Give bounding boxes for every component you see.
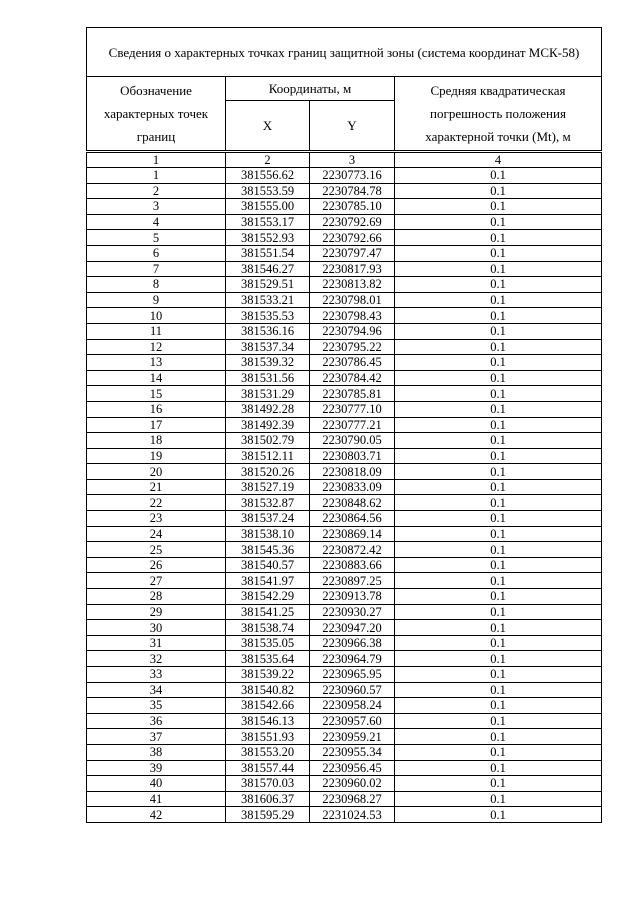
table-row [87, 744, 602, 760]
point-number: 5 [87, 230, 226, 246]
mean-square-error: 0.1 [395, 526, 602, 542]
point-number: 30 [87, 620, 226, 636]
point-number: 7 [87, 261, 226, 277]
column-number: 1 [87, 152, 226, 168]
point-number: 2 [87, 183, 226, 199]
table-row [87, 183, 602, 199]
point-number: 12 [87, 339, 226, 355]
table-row [87, 401, 602, 417]
point-number: 10 [87, 308, 226, 324]
point-number: 4 [87, 214, 226, 230]
coordinate-y: 2230955.34 [310, 744, 395, 760]
table-row [87, 355, 602, 371]
coordinate-x: 381551.93 [226, 729, 310, 745]
point-number: 3 [87, 199, 226, 215]
point-number: 20 [87, 464, 226, 480]
coordinate-y: 2231024.53 [310, 807, 395, 823]
mean-square-error: 0.1 [395, 355, 602, 371]
column-number: 3 [310, 152, 395, 168]
coordinate-y: 2230957.60 [310, 713, 395, 729]
table-row [87, 667, 602, 683]
table-row [87, 604, 602, 620]
coordinate-x: 381537.34 [226, 339, 310, 355]
coordinate-x: 381557.44 [226, 760, 310, 776]
coordinate-x: 381553.59 [226, 183, 310, 199]
table-row [87, 386, 602, 402]
coordinate-x: 381492.39 [226, 417, 310, 433]
table-row [87, 479, 602, 495]
coordinate-y: 2230966.38 [310, 635, 395, 651]
mean-square-error: 0.1 [395, 277, 602, 293]
coordinate-x: 381539.32 [226, 355, 310, 371]
coordinate-y: 2230958.24 [310, 698, 395, 714]
coordinate-x: 381531.29 [226, 386, 310, 402]
coordinate-x: 381546.27 [226, 261, 310, 277]
coordinate-y: 2230790.05 [310, 433, 395, 449]
coordinate-y: 2230792.69 [310, 214, 395, 230]
mean-square-error: 0.1 [395, 433, 602, 449]
mean-square-error: 0.1 [395, 199, 602, 215]
point-number: 29 [87, 604, 226, 620]
mean-square-error: 0.1 [395, 573, 602, 589]
mean-square-error: 0.1 [395, 729, 602, 745]
coordinate-x: 381533.21 [226, 292, 310, 308]
point-number: 19 [87, 448, 226, 464]
coordinate-y: 2230803.71 [310, 448, 395, 464]
table-row [87, 698, 602, 714]
table-row [87, 620, 602, 636]
mean-square-error: 0.1 [395, 542, 602, 558]
coordinate-y: 2230960.02 [310, 776, 395, 792]
coordinate-y: 2230864.56 [310, 511, 395, 527]
coordinate-y: 2230786.45 [310, 355, 395, 371]
table-row [87, 589, 602, 605]
coordinate-x: 381595.29 [226, 807, 310, 823]
mean-square-error: 0.1 [395, 339, 602, 355]
point-number: 40 [87, 776, 226, 792]
mean-square-error: 0.1 [395, 557, 602, 573]
point-number: 27 [87, 573, 226, 589]
coordinate-x: 381540.82 [226, 682, 310, 698]
mean-square-error: 0.1 [395, 791, 602, 807]
table-row [87, 448, 602, 464]
mean-square-error: 0.1 [395, 464, 602, 480]
point-number: 21 [87, 479, 226, 495]
coordinate-y: 2230964.79 [310, 651, 395, 667]
table-row [87, 261, 602, 277]
point-number: 26 [87, 557, 226, 573]
coordinate-y: 2230784.42 [310, 370, 395, 386]
point-number: 25 [87, 542, 226, 558]
table-row [87, 557, 602, 573]
mean-square-error: 0.1 [395, 776, 602, 792]
point-number: 13 [87, 355, 226, 371]
mean-square-error: 0.1 [395, 168, 602, 184]
coordinate-x: 381529.51 [226, 277, 310, 293]
header-x: X [226, 101, 310, 152]
table-row [87, 277, 602, 293]
coordinate-x: 381546.13 [226, 713, 310, 729]
point-number: 35 [87, 698, 226, 714]
coordinate-y: 2230965.95 [310, 667, 395, 683]
point-number: 18 [87, 433, 226, 449]
table-row [87, 573, 602, 589]
coordinate-y: 2230798.01 [310, 292, 395, 308]
mean-square-error: 0.1 [395, 744, 602, 760]
point-number: 9 [87, 292, 226, 308]
coordinate-y: 2230959.21 [310, 729, 395, 745]
point-number: 28 [87, 589, 226, 605]
mean-square-error: 0.1 [395, 230, 602, 246]
coordinate-y: 2230784.78 [310, 183, 395, 199]
coordinate-x: 381556.62 [226, 168, 310, 184]
mean-square-error: 0.1 [395, 698, 602, 714]
coordinate-y: 2230883.66 [310, 557, 395, 573]
table-row [87, 760, 602, 776]
coordinate-x: 381555.00 [226, 199, 310, 215]
mean-square-error: 0.1 [395, 651, 602, 667]
mean-square-error: 0.1 [395, 807, 602, 823]
table-row [87, 433, 602, 449]
coordinate-y: 2230833.09 [310, 479, 395, 495]
point-number: 36 [87, 713, 226, 729]
table-row [87, 339, 602, 355]
coordinate-y: 2230777.21 [310, 417, 395, 433]
point-number: 41 [87, 791, 226, 807]
coordinate-x: 381542.29 [226, 589, 310, 605]
table-row [87, 651, 602, 667]
mean-square-error: 0.1 [395, 308, 602, 324]
coordinate-x: 381512.11 [226, 448, 310, 464]
table-row [87, 682, 602, 698]
coordinate-y: 2230813.82 [310, 277, 395, 293]
header-error: Средняя квадратическая погрешность положения характерной точки (Mt), м [395, 77, 602, 152]
mean-square-error: 0.1 [395, 511, 602, 527]
coordinate-y: 2230956.45 [310, 760, 395, 776]
mean-square-error: 0.1 [395, 370, 602, 386]
coordinate-x: 381535.53 [226, 308, 310, 324]
table-row [87, 199, 602, 215]
table-row [87, 542, 602, 558]
coordinate-y: 2230913.78 [310, 589, 395, 605]
coordinate-y: 2230960.57 [310, 682, 395, 698]
coordinate-y: 2230785.10 [310, 199, 395, 215]
table-row [87, 807, 602, 823]
point-number: 14 [87, 370, 226, 386]
mean-square-error: 0.1 [395, 417, 602, 433]
mean-square-error: 0.1 [395, 713, 602, 729]
coordinate-x: 381542.66 [226, 698, 310, 714]
point-number: 34 [87, 682, 226, 698]
coordinate-y: 2230794.96 [310, 323, 395, 339]
table-title: Сведения о характерных точках границ защитной зоны (система координат МСК-58) [87, 28, 602, 77]
coordinate-y: 2230818.09 [310, 464, 395, 480]
coordinate-y: 2230797.47 [310, 245, 395, 261]
table-row [87, 230, 602, 246]
point-number: 23 [87, 511, 226, 527]
mean-square-error: 0.1 [395, 323, 602, 339]
coordinate-y: 2230897.25 [310, 573, 395, 589]
point-number: 16 [87, 401, 226, 417]
point-number: 37 [87, 729, 226, 745]
coordinate-x: 381541.97 [226, 573, 310, 589]
mean-square-error: 0.1 [395, 448, 602, 464]
table-row [87, 526, 602, 542]
point-number: 24 [87, 526, 226, 542]
coordinate-x: 381538.74 [226, 620, 310, 636]
table-row [87, 776, 602, 792]
boundary-points-table [86, 27, 602, 823]
coordinate-x: 381536.16 [226, 323, 310, 339]
coordinate-x: 381545.36 [226, 542, 310, 558]
mean-square-error: 0.1 [395, 620, 602, 636]
coordinate-x: 381540.57 [226, 557, 310, 573]
mean-square-error: 0.1 [395, 604, 602, 620]
table-row [87, 791, 602, 807]
point-number: 1 [87, 168, 226, 184]
coordinate-y: 2230773.16 [310, 168, 395, 184]
column-number: 4 [395, 152, 602, 168]
coordinate-x: 381538.10 [226, 526, 310, 542]
mean-square-error: 0.1 [395, 682, 602, 698]
mean-square-error: 0.1 [395, 760, 602, 776]
mean-square-error: 0.1 [395, 292, 602, 308]
point-number: 22 [87, 495, 226, 511]
coordinate-y: 2230795.22 [310, 339, 395, 355]
mean-square-error: 0.1 [395, 386, 602, 402]
table-row [87, 168, 602, 184]
coordinate-y: 2230968.27 [310, 791, 395, 807]
point-number: 39 [87, 760, 226, 776]
table-row [87, 713, 602, 729]
coordinate-x: 381502.79 [226, 433, 310, 449]
mean-square-error: 0.1 [395, 589, 602, 605]
coordinate-y: 2230777.10 [310, 401, 395, 417]
mean-square-error: 0.1 [395, 495, 602, 511]
coordinate-y: 2230872.42 [310, 542, 395, 558]
table-row [87, 323, 602, 339]
coordinate-x: 381527.19 [226, 479, 310, 495]
column-number: 2 [226, 152, 310, 168]
coordinate-y: 2230817.93 [310, 261, 395, 277]
point-number: 17 [87, 417, 226, 433]
coordinate-y: 2230869.14 [310, 526, 395, 542]
point-number: 42 [87, 807, 226, 823]
point-number: 32 [87, 651, 226, 667]
coordinate-y: 2230785.81 [310, 386, 395, 402]
table-row [87, 464, 602, 480]
table-row [87, 292, 602, 308]
mean-square-error: 0.1 [395, 635, 602, 651]
table-row [87, 308, 602, 324]
mean-square-error: 0.1 [395, 245, 602, 261]
table-row [87, 214, 602, 230]
coordinate-x: 381553.20 [226, 744, 310, 760]
coordinate-x: 381551.54 [226, 245, 310, 261]
point-number: 11 [87, 323, 226, 339]
table-row [87, 729, 602, 745]
table-row [87, 495, 602, 511]
header-designation: Обозначение характерных точек границ [87, 77, 226, 152]
point-number: 6 [87, 245, 226, 261]
coordinate-x: 381531.56 [226, 370, 310, 386]
coordinate-y: 2230930.27 [310, 604, 395, 620]
coordinate-x: 381606.37 [226, 791, 310, 807]
coordinate-x: 381535.64 [226, 651, 310, 667]
coordinate-y: 2230798.43 [310, 308, 395, 324]
mean-square-error: 0.1 [395, 261, 602, 277]
point-number: 15 [87, 386, 226, 402]
table-row [87, 511, 602, 527]
coordinate-x: 381539.22 [226, 667, 310, 683]
table-row [87, 245, 602, 261]
mean-square-error: 0.1 [395, 479, 602, 495]
coordinate-x: 381520.26 [226, 464, 310, 480]
header-y: Y [310, 101, 395, 152]
point-number: 8 [87, 277, 226, 293]
mean-square-error: 0.1 [395, 667, 602, 683]
coordinate-x: 381570.03 [226, 776, 310, 792]
point-number: 33 [87, 667, 226, 683]
table-row [87, 417, 602, 433]
coordinate-y: 2230947.20 [310, 620, 395, 636]
header-coordinates: Координаты, м [226, 77, 395, 101]
point-number: 31 [87, 635, 226, 651]
coordinate-y: 2230848.62 [310, 495, 395, 511]
coordinate-x: 381532.87 [226, 495, 310, 511]
table-row [87, 635, 602, 651]
mean-square-error: 0.1 [395, 183, 602, 199]
point-number: 38 [87, 744, 226, 760]
coordinate-x: 381535.05 [226, 635, 310, 651]
column-numbers-row [87, 152, 602, 168]
coordinate-x: 381492.28 [226, 401, 310, 417]
table-body [87, 152, 602, 823]
coordinate-y: 2230792.66 [310, 230, 395, 246]
coordinate-x: 381552.93 [226, 230, 310, 246]
coordinate-x: 381537.24 [226, 511, 310, 527]
mean-square-error: 0.1 [395, 214, 602, 230]
mean-square-error: 0.1 [395, 401, 602, 417]
coordinate-x: 381541.25 [226, 604, 310, 620]
coordinate-x: 381553.17 [226, 214, 310, 230]
table-row [87, 370, 602, 386]
